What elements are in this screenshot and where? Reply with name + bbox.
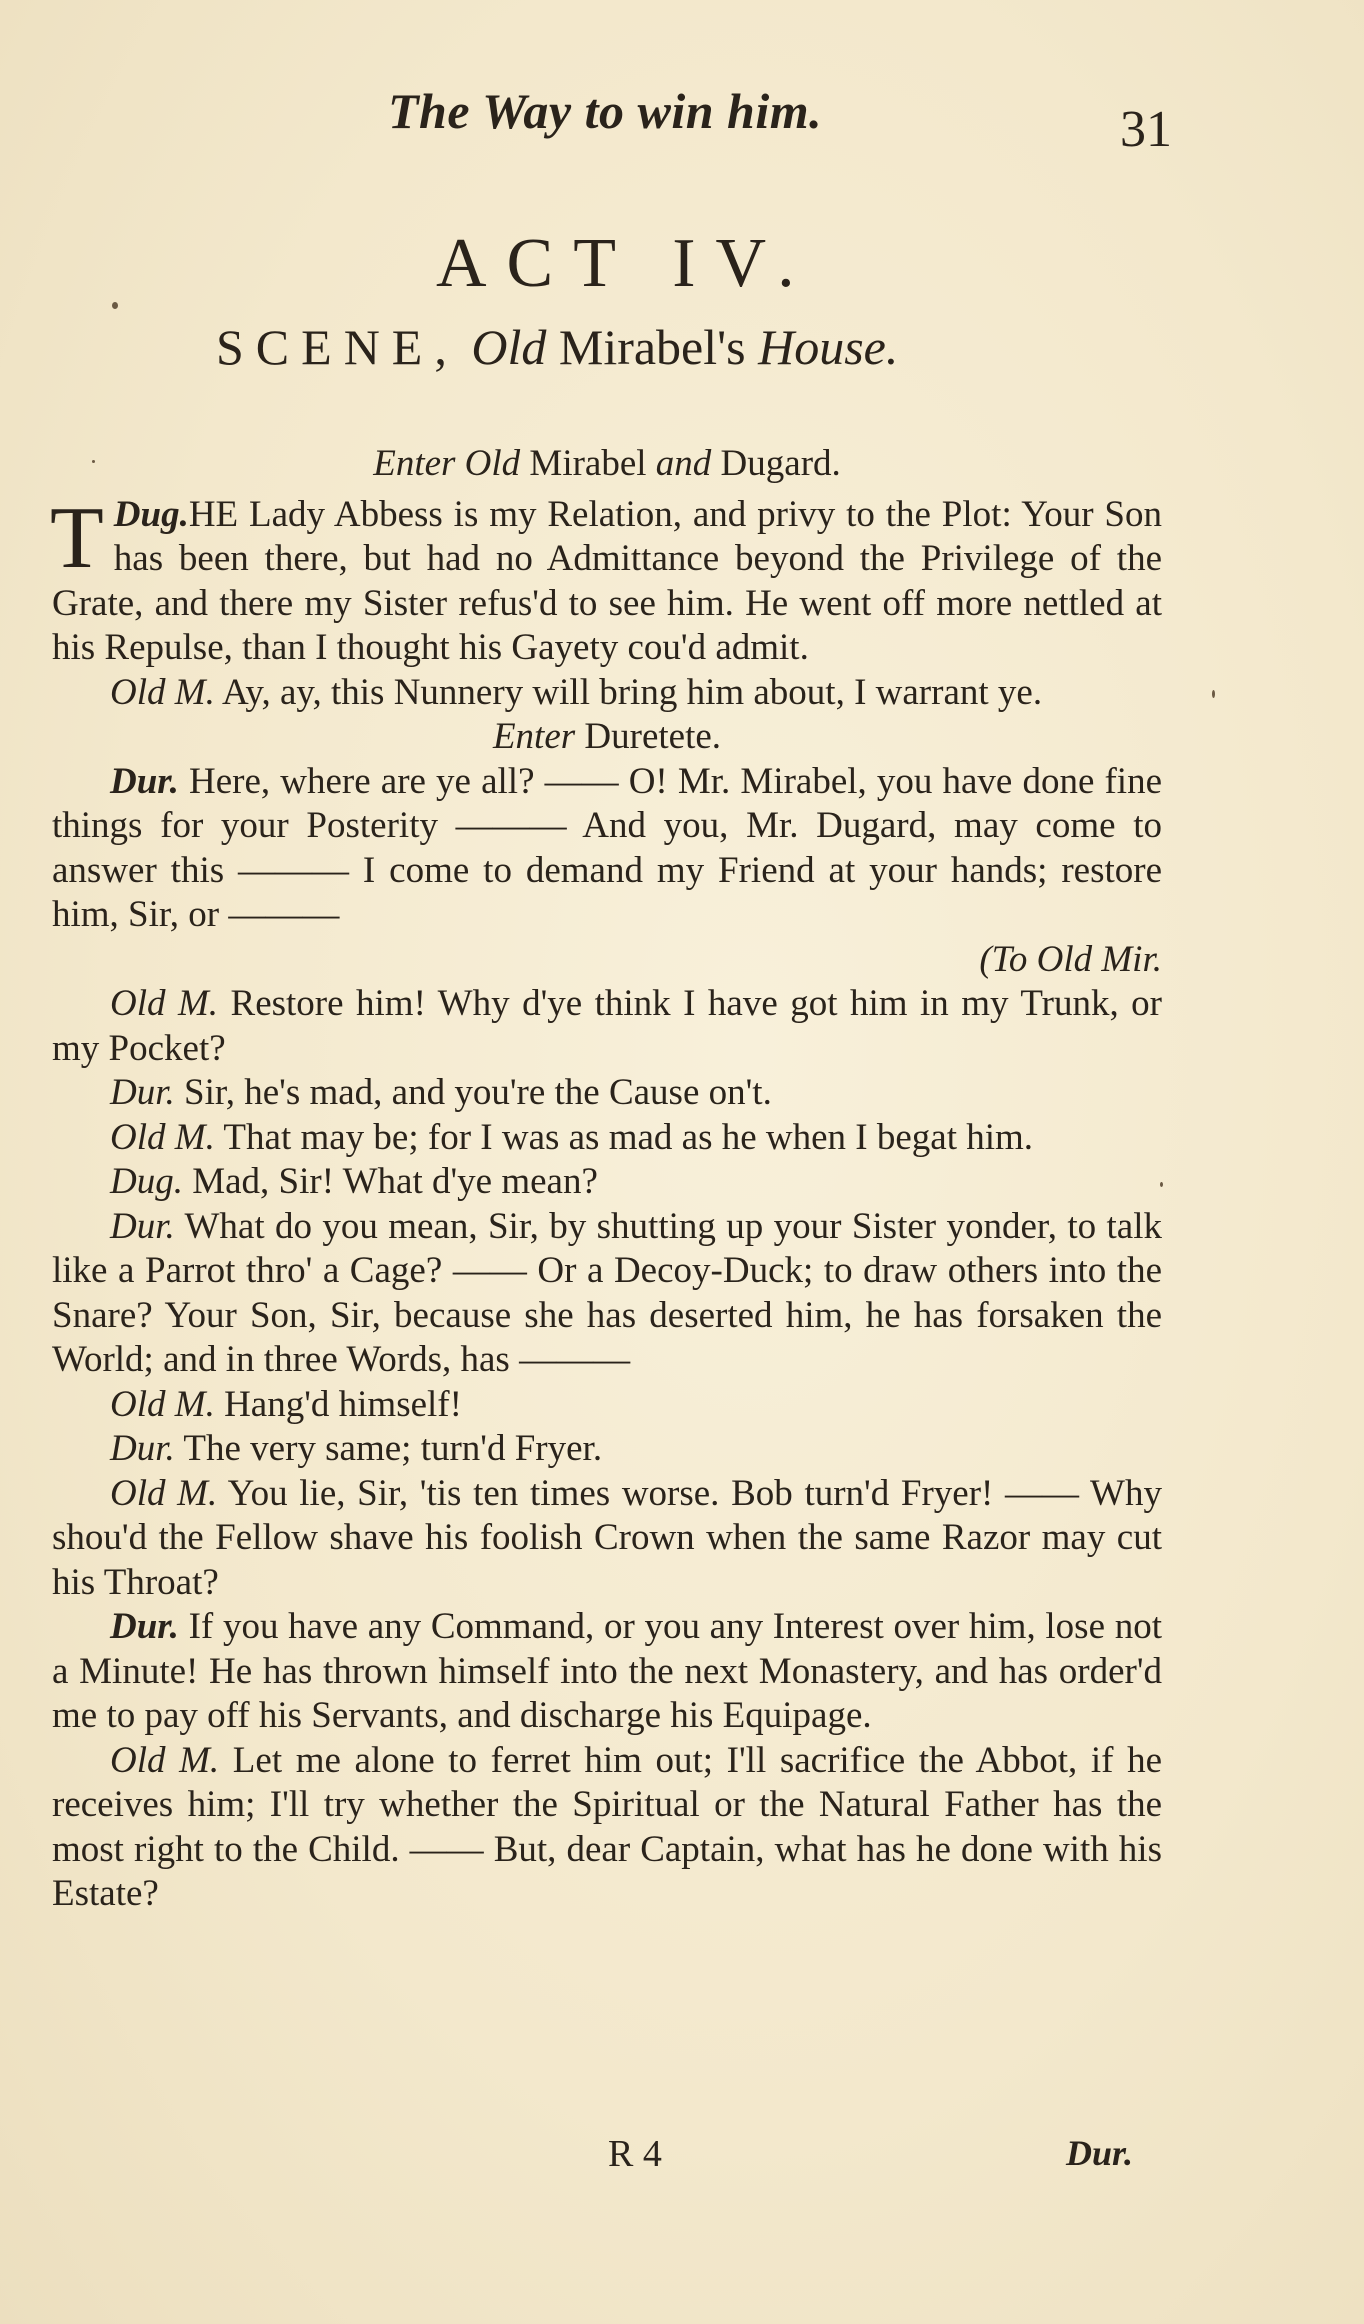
speech <box>52 760 1162 938</box>
speech <box>52 1739 1162 1917</box>
speech-text: Sir, he's mad, and you're the Cause on't. <box>184 1072 772 1113</box>
paper-speck <box>112 302 118 309</box>
scene-location-name: Mirabel's <box>558 319 746 375</box>
stage-direction: (To Old Mir. <box>979 938 1162 980</box>
speaker-name: Dur. <box>110 1072 175 1113</box>
speaker-name: Old M. <box>110 1116 215 1158</box>
paper-speck <box>1160 1182 1163 1187</box>
speech-text: That may be; for I was as mad as he when I begat him. <box>223 1116 1034 1158</box>
paper-speck <box>92 460 95 463</box>
paper-speck <box>1212 690 1215 698</box>
speech-text: Mad, Sir! What d'ye mean? <box>192 1161 598 1202</box>
speech <box>52 1472 1162 1606</box>
speech <box>52 1160 1162 1205</box>
speaker-name: Old M. <box>110 1383 215 1425</box>
signature-mark: R 4 <box>608 2133 662 2175</box>
speech-text: If you have any Command, or you any Interest over him, lose not a Minute! He has thrown himself into the next Monastery, and has order'd me to pay off his Servants, and discharge his Equipage. <box>52 1606 1162 1736</box>
act-title: ACT IV. <box>436 225 815 302</box>
stage-direction: Enter Old Mirabel and Dugard. <box>373 443 841 484</box>
speaker-name: Dur. <box>110 760 179 802</box>
speaker-name: Dug. <box>110 1161 183 1202</box>
speech <box>52 1071 1162 1116</box>
speech-text: You lie, Sir, 'tis ten times worse. Bob turn'd Fryer! —— Why shou'd the Fellow shave his foolish Crown when the same Razor may cut his Throat? <box>52 1472 1162 1603</box>
speech-text: The very same; turn'd Fryer. <box>183 1428 603 1469</box>
speech-text: Hang'd himself! <box>224 1383 462 1425</box>
speech-text: HE Lady Abbess is my Relation, and privy to the Plot: Your Son has been there, but had no Admittance beyond the Privilege of the Grate, and there my Sister refus'd to see him. He went off more nettled at his Repulse, than I thought his Gayety cou'd admit. <box>52 493 1162 668</box>
scene-label: SCENE, <box>216 319 459 375</box>
catchword: Dur. <box>1066 2133 1134 2173</box>
page-number: 31 <box>1120 101 1172 158</box>
speech <box>52 1116 1162 1161</box>
drop-cap: T <box>50 489 104 587</box>
speaker-name: Dur. <box>110 1205 175 1247</box>
speaker-name: Old M. <box>110 1472 218 1514</box>
speech-text: Ay, ay, this Nunnery will bring him about, I warrant ye. <box>222 671 1043 713</box>
speaker-name: Dur. <box>110 1606 179 1647</box>
scene-heading <box>216 318 898 376</box>
speech-text: Let me alone to ferret him out; I'll sacrifice the Abbot, if he receives him; I'll try whether the Spiritual or the Natural Father has the most right to the Child. —— But, dear Captain, what has he done with his Estate? <box>52 1739 1162 1914</box>
speech-text: What do you mean, Sir, by shutting up your Sister yonder, to talk like a Parrot thro' a Cage? —— Or a Decoy-Duck; to draw others into the Snare? Your Son, Sir, because she has deserted him, he has forsaken the World; and in three Words, has ——— <box>52 1205 1162 1380</box>
speech <box>52 1383 1162 1428</box>
speech <box>52 1427 1162 1472</box>
scene-location-house: House. <box>758 319 899 375</box>
speech <box>52 671 1162 716</box>
running-head: The Way to win him. <box>388 83 823 139</box>
scene-location-old: Old <box>471 319 547 375</box>
speaker-name: Old M. <box>110 1739 220 1781</box>
speech <box>50 489 1162 671</box>
speech <box>52 982 1162 1071</box>
speech <box>52 1205 1162 1383</box>
speaker-name: Dug. <box>113 493 189 535</box>
speaker-name: Dur. <box>110 1428 175 1469</box>
speech <box>52 1605 1162 1739</box>
play-text <box>52 442 1162 1917</box>
speaker-name: Old M. <box>110 671 215 713</box>
speech-text: Restore him! Why d'ye think I have got him in my Trunk, or my Pocket? <box>52 983 1162 1069</box>
stage-direction: Enter Duretete. <box>492 716 722 757</box>
speech-text: Here, where are ye all? —— O! Mr. Mirabel, you have done fine things for your Posterity ——— And you, Mr. Dugard, may come to answer this ——— I come to demand my Friend at your hands; restore him, Sir, or ——— <box>52 760 1163 935</box>
speaker-name: Old M. <box>110 983 219 1024</box>
